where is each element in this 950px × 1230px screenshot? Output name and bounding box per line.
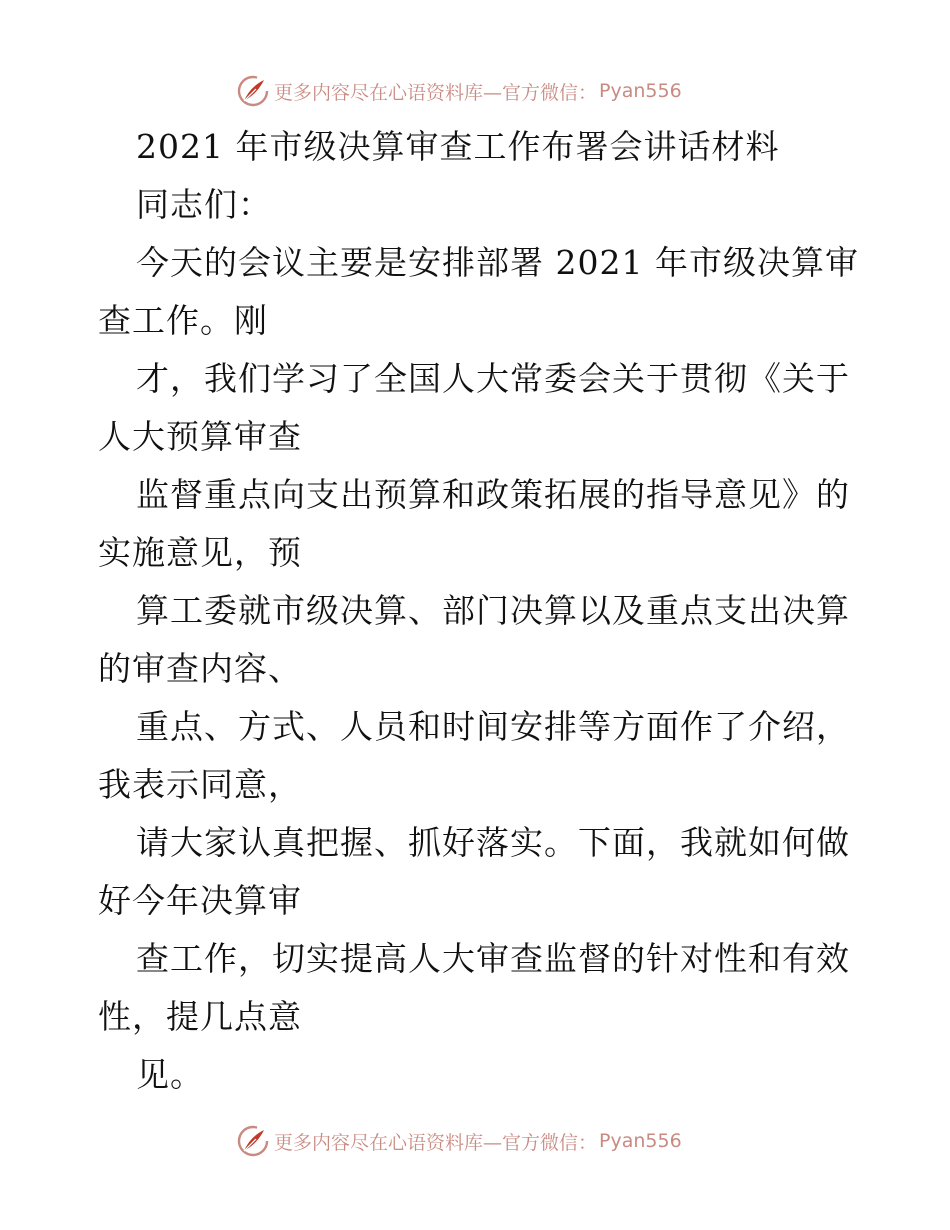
text-line: 算工委就市级决算、部门决算以及重点支出决算	[136, 591, 850, 630]
text-line: 性，提几点意	[98, 997, 302, 1036]
text-line: 查工作。刚	[98, 301, 268, 340]
text-line: 实施意见，预	[98, 533, 302, 572]
text-line: 才，我们学习了全国人大常委会关于贯彻《关于	[136, 359, 850, 398]
text-line: 今天的会议主要是安排部署 2021 年市级决算审	[136, 243, 859, 282]
document-title: 2021 年市级决算审查工作布署会讲话材料	[136, 127, 780, 166]
watermark-wechat-id: Pyan556	[599, 1130, 682, 1152]
text-line: 查工作，切实提高人大审查监督的针对性和有效	[136, 939, 850, 978]
text-line: 好今年决算审	[98, 881, 302, 920]
salutation: 同志们：	[136, 185, 272, 224]
watermark-text: 更多内容尽在心语资料库—官方微信：	[274, 81, 598, 104]
text-line: 重点、方式、人员和时间安排等方面作了介绍，	[136, 707, 850, 746]
feather-pen-logo-icon	[236, 1124, 270, 1158]
watermark-wechat-id: Pyan556	[599, 80, 682, 102]
text-line: 见。	[136, 1055, 204, 1094]
text-line: 请大家认真把握、抓好落实。下面，我就如何做	[136, 823, 850, 862]
footer-watermark	[236, 1124, 682, 1158]
text-line: 监督重点向支出预算和政策拓展的指导意见》的	[136, 475, 850, 514]
watermark-text: 更多内容尽在心语资料库—官方微信：	[274, 1131, 598, 1154]
text-line: 我表示同意，	[98, 765, 302, 804]
text-line: 的审查内容、	[98, 649, 302, 688]
text-line: 人大预算审查	[98, 417, 302, 456]
